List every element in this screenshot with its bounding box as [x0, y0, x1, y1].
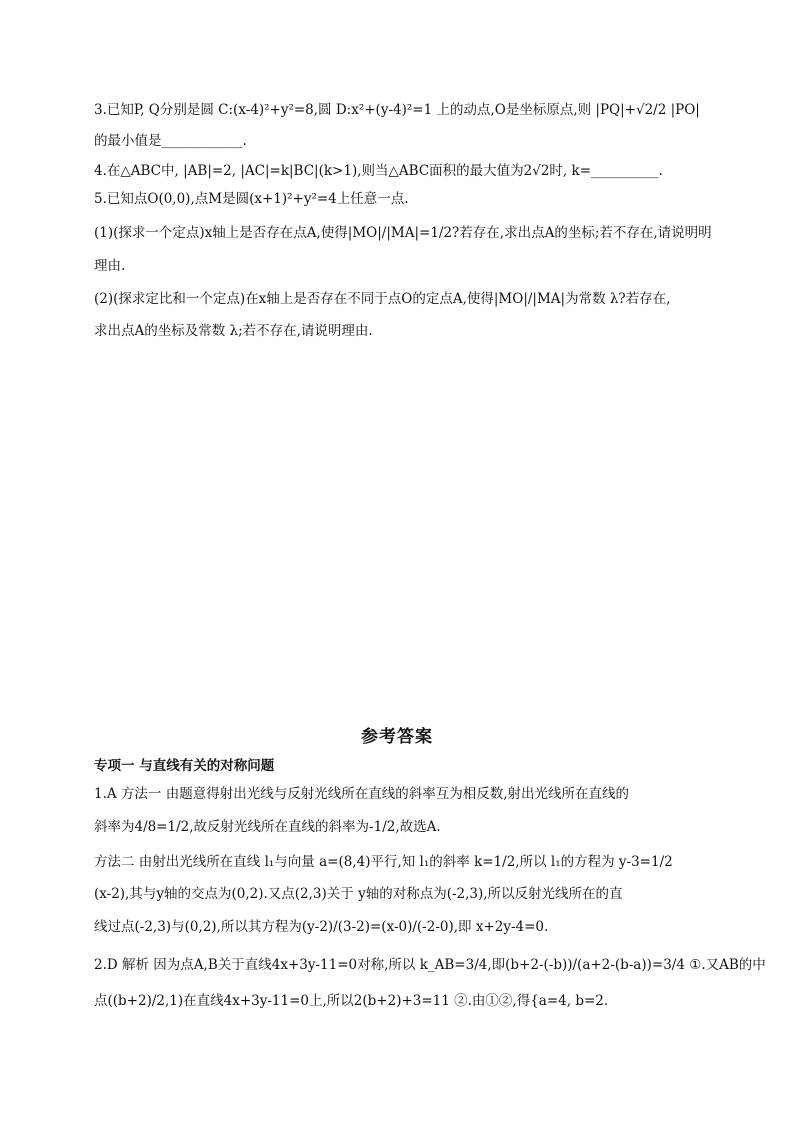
answer-2-line-1: 2.D 解析 因为点A,B关于直线4x+3y-11=0对称,所以 k_AB=3/4,即(b+2-(-b))/(a+2-(b-a))=3/4 ①.又AB的中 [94, 957, 766, 973]
problem-5-part-1-line-1: (1)(探求一个定点)x轴上是否存在点A,使得|MO|/|MA|=1/2?若存在,求出点A的坐标;若不存在,请说明明 [94, 225, 712, 241]
answer-2-line-2: 点((b+2)/2,1)在直线4x+3y-11=0上,所以2(b+2)+3=11 ②.由①②,得{a=4, b=2. [94, 993, 609, 1009]
problem-5-part-2-line-2: 求出点A的坐标及常数 λ;若不存在,请说明理由. [94, 323, 373, 339]
problem-3-line-1: 3.已知P, Q分别是圆 C:(x-4)²+y²=8,圆 D:x²+(y-4)²=1 上的动点,O是坐标原点,则 |PQ|+√2/2 |PO| [94, 102, 700, 118]
answer-1-line-2: 斜率为4/8=1/2,故反射光线所在直线的斜率为-1/2,故选A. [94, 819, 441, 835]
problem-5: 5.已知点O(0,0),点M是圆(x+1)²+y²=4上任意一点. [94, 191, 409, 207]
answer-1-line-4: (x-2),其与y轴的交点为(0,2).又点(2,3)关于 y轴的对称点为(-2,3),所以反射光线所在的直 [94, 886, 623, 902]
answer-1-line-1: 1.A 方法一 由题意得射出光线与反射光线所在直线的斜率互为相反数,射出光线所在直线的 [94, 786, 630, 802]
problem-5-part-2-line-1: (2)(探求定比和一个定点)在x轴上是否存在不同于点O的定点A,使得|MO|/|MA|为常数 λ?若存在, [94, 291, 671, 307]
problem-4: 4.在△ABC中, |AB|=2, |AC|=k|BC|(k>1),则当△ABC面积的最大值为2√2时, k=__________. [94, 163, 663, 179]
problem-5-part-1-line-2: 理由. [94, 258, 126, 274]
problem-3-line-2: 的最小值是____________. [94, 133, 247, 149]
answer-1-line-5: 线过点(-2,3)与(0,2),所以其方程为(y-2)/(3-2)=(x-0)/(-2-0),即 x+2y-4=0. [94, 919, 549, 935]
answers-title: 参考答案 [361, 727, 433, 747]
section-heading: 专项一 与直线有关的对称问题 [94, 758, 275, 774]
answer-1-line-3: 方法二 由射出光线所在直线 l₁与向量 a=(8,4)平行,知 l₁的斜率 k=1/2,所以 l₁的方程为 y-3=1/2 [94, 854, 673, 870]
